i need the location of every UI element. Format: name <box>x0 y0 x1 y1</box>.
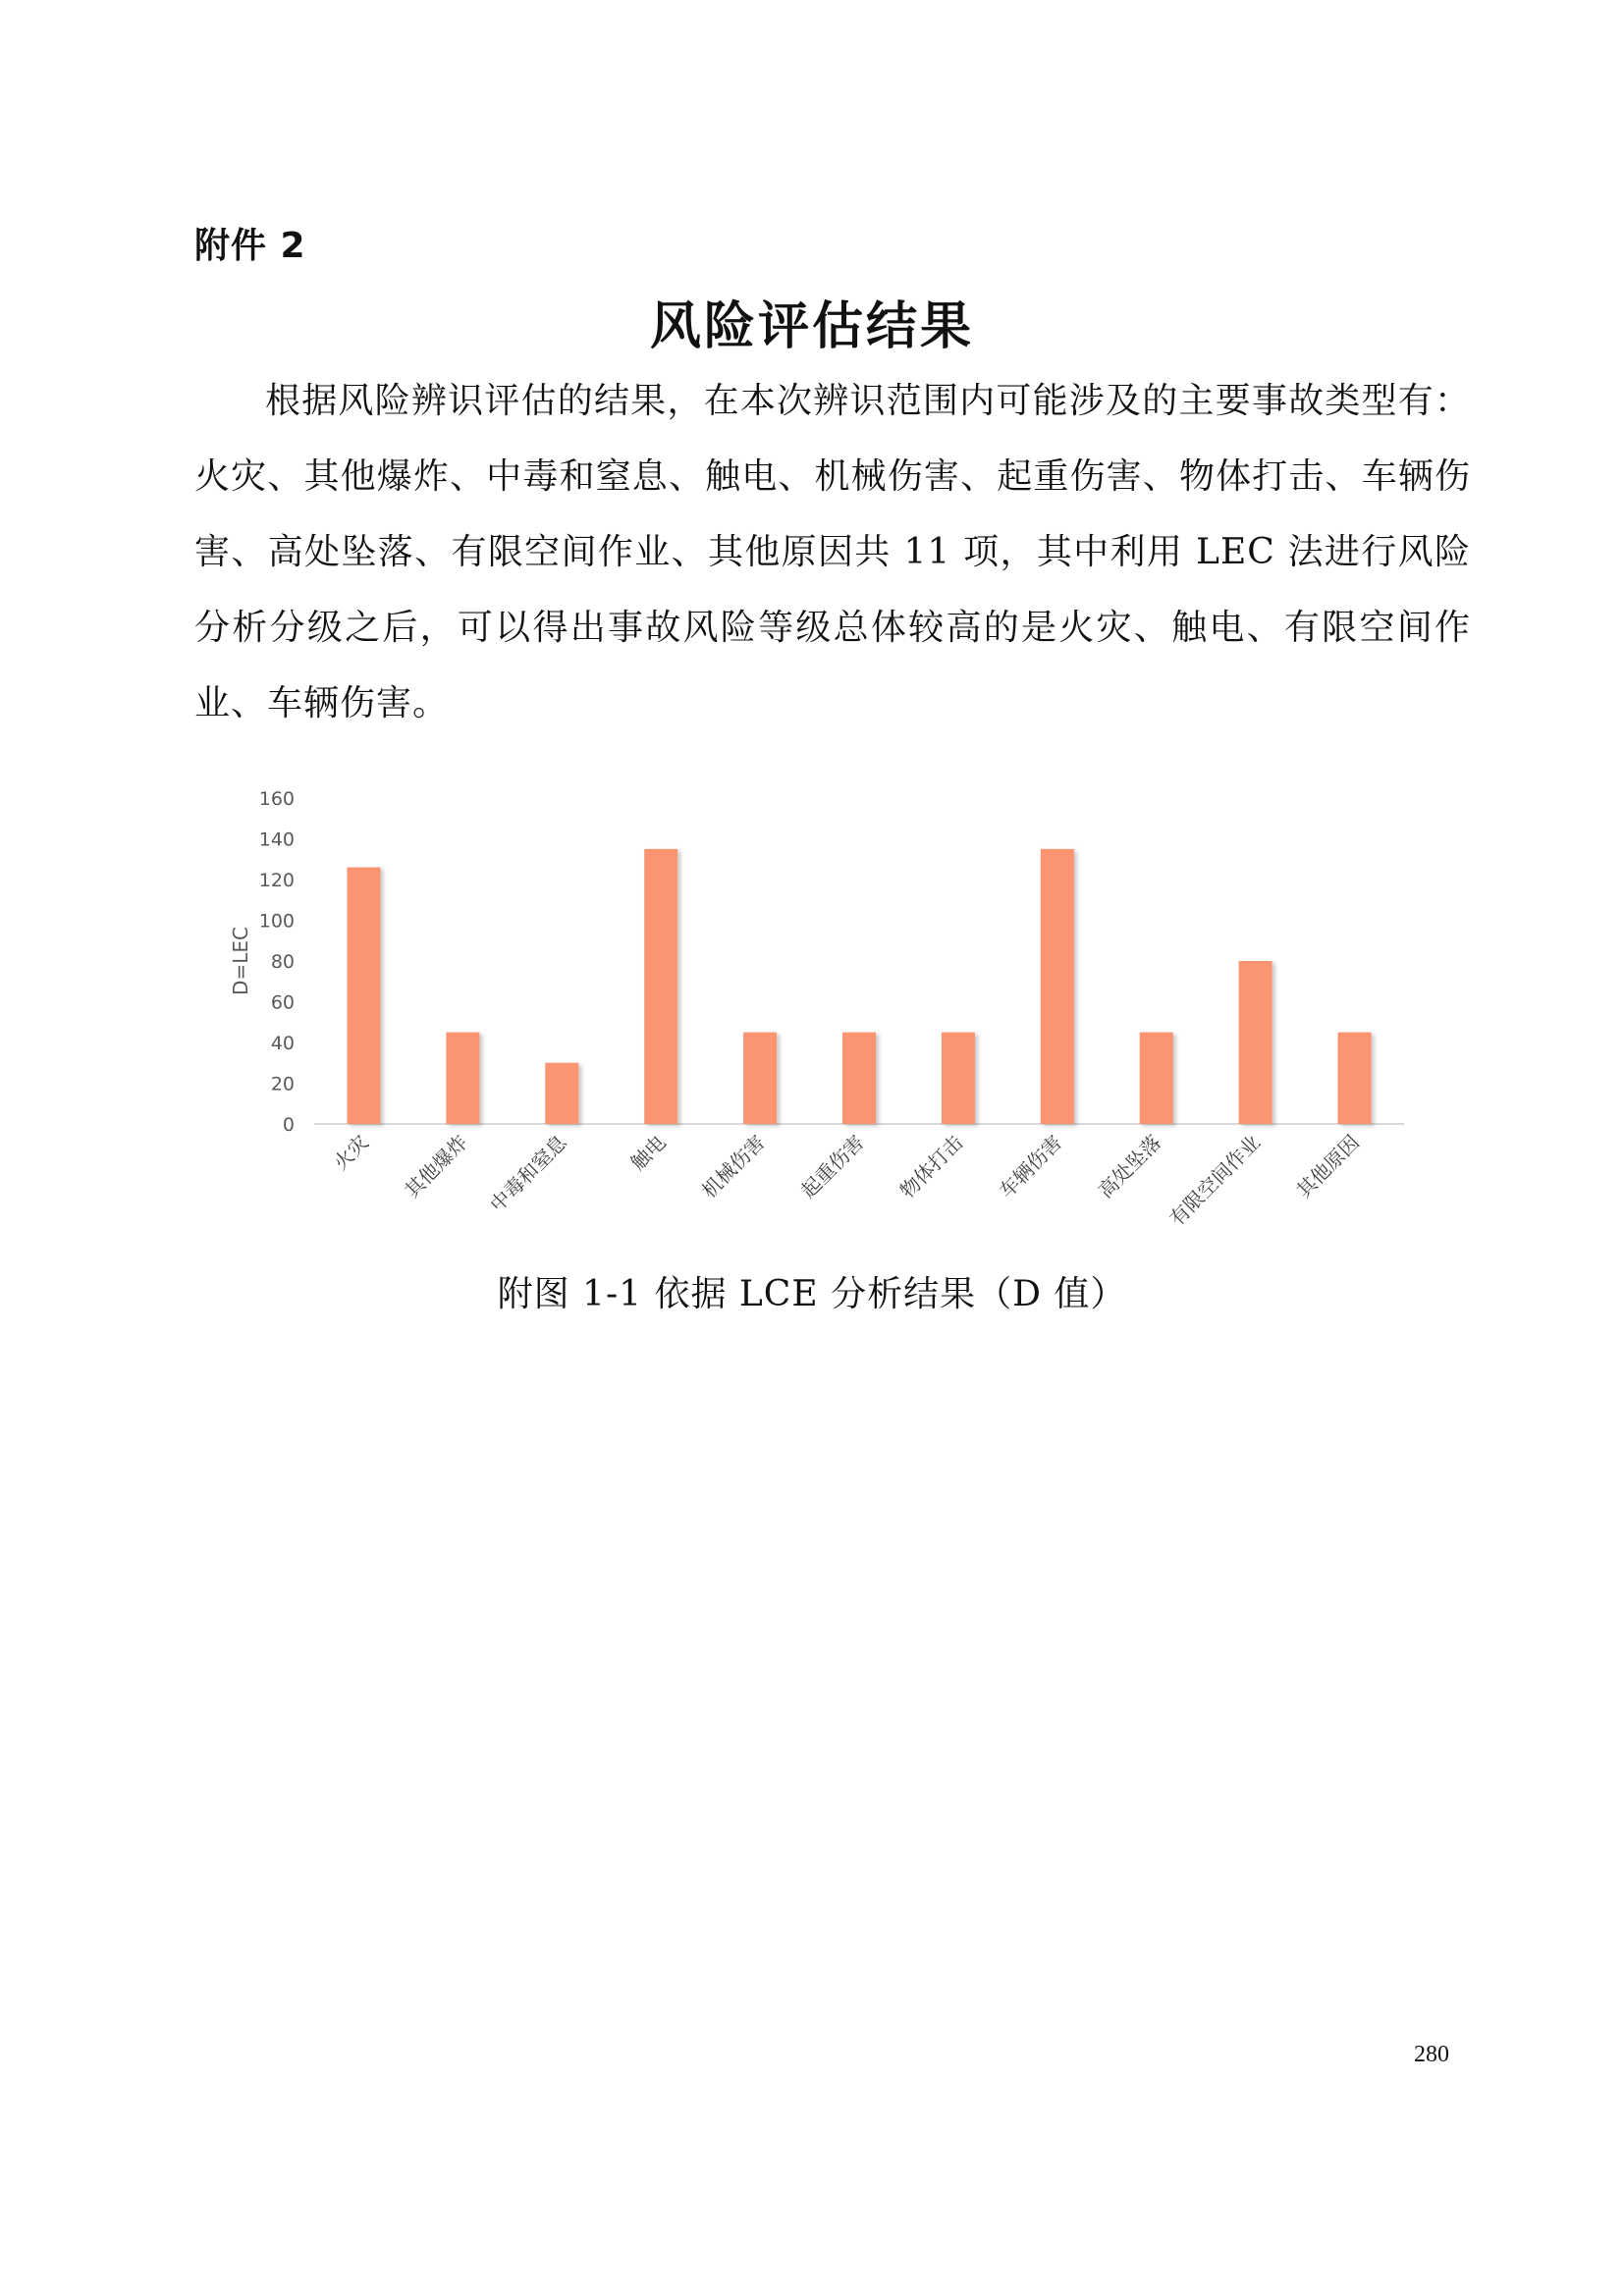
x-tick-label: 触电 <box>625 1130 671 1175</box>
bar-2 <box>545 1063 578 1124</box>
y-tick-label: 20 <box>270 1073 295 1095</box>
x-tick-label: 高处坠落 <box>1093 1130 1166 1203</box>
x-tick-label: 车辆伤害 <box>994 1130 1067 1203</box>
bar-10 <box>1338 1033 1372 1124</box>
bar-3 <box>644 849 677 1124</box>
y-tick-label: 60 <box>270 991 295 1014</box>
x-tick-label: 其他原因 <box>1291 1130 1365 1203</box>
bar-7 <box>1041 849 1074 1124</box>
x-tick-label: 有限空间作业 <box>1164 1130 1266 1231</box>
y-tick-label: 140 <box>258 828 295 851</box>
page-title: 风险评估结果 <box>649 297 974 356</box>
y-tick-label: 40 <box>270 1033 295 1054</box>
bar-9 <box>1239 961 1272 1124</box>
bar-6 <box>942 1033 975 1124</box>
attachment-label: 附件 2 <box>194 226 306 266</box>
figure-caption: 附图 1-1 依据 LCE 分析结果（D 值） <box>497 1274 1127 1314</box>
x-tick-label: 机械伤害 <box>697 1130 770 1203</box>
bar-4 <box>743 1033 777 1124</box>
x-tick-label: 起重伤害 <box>795 1130 869 1203</box>
x-tick-label: 中毒和窒息 <box>485 1130 571 1217</box>
y-tick-label: 100 <box>258 910 295 933</box>
y-tick-label: 120 <box>258 870 295 891</box>
y-tick-label: 160 <box>258 788 295 810</box>
x-tick-label: 火灾 <box>328 1130 373 1175</box>
bar-1 <box>446 1033 479 1124</box>
bar-0 <box>347 868 380 1124</box>
bar-5 <box>842 1033 876 1124</box>
y-tick-label: 80 <box>270 951 295 973</box>
x-tick-label: 物体打击 <box>894 1130 968 1203</box>
bar-8 <box>1140 1033 1173 1124</box>
x-tick-label: 其他爆炸 <box>400 1130 472 1203</box>
page-number: 280 <box>1414 2042 1449 2067</box>
y-tick-label: 0 <box>282 1114 295 1136</box>
body-paragraph: 根据风险辨识评估的结果，在本次辨识范围内可能涉及的主要事故类型有：火灾、其他爆炸、中毒和窒息、触电、机械伤害、起重伤害、物体打击、车辆伤害、高处坠落、有限空间作业、其他原因共 11 项，其中利用 LEC 法进行风险分析分级之后，可以得出事故风险等级总体较高的是火灾、触电、有限空间作业、车辆伤害。 <box>194 381 1471 723</box>
y-axis-label: D=LEC <box>229 927 252 995</box>
